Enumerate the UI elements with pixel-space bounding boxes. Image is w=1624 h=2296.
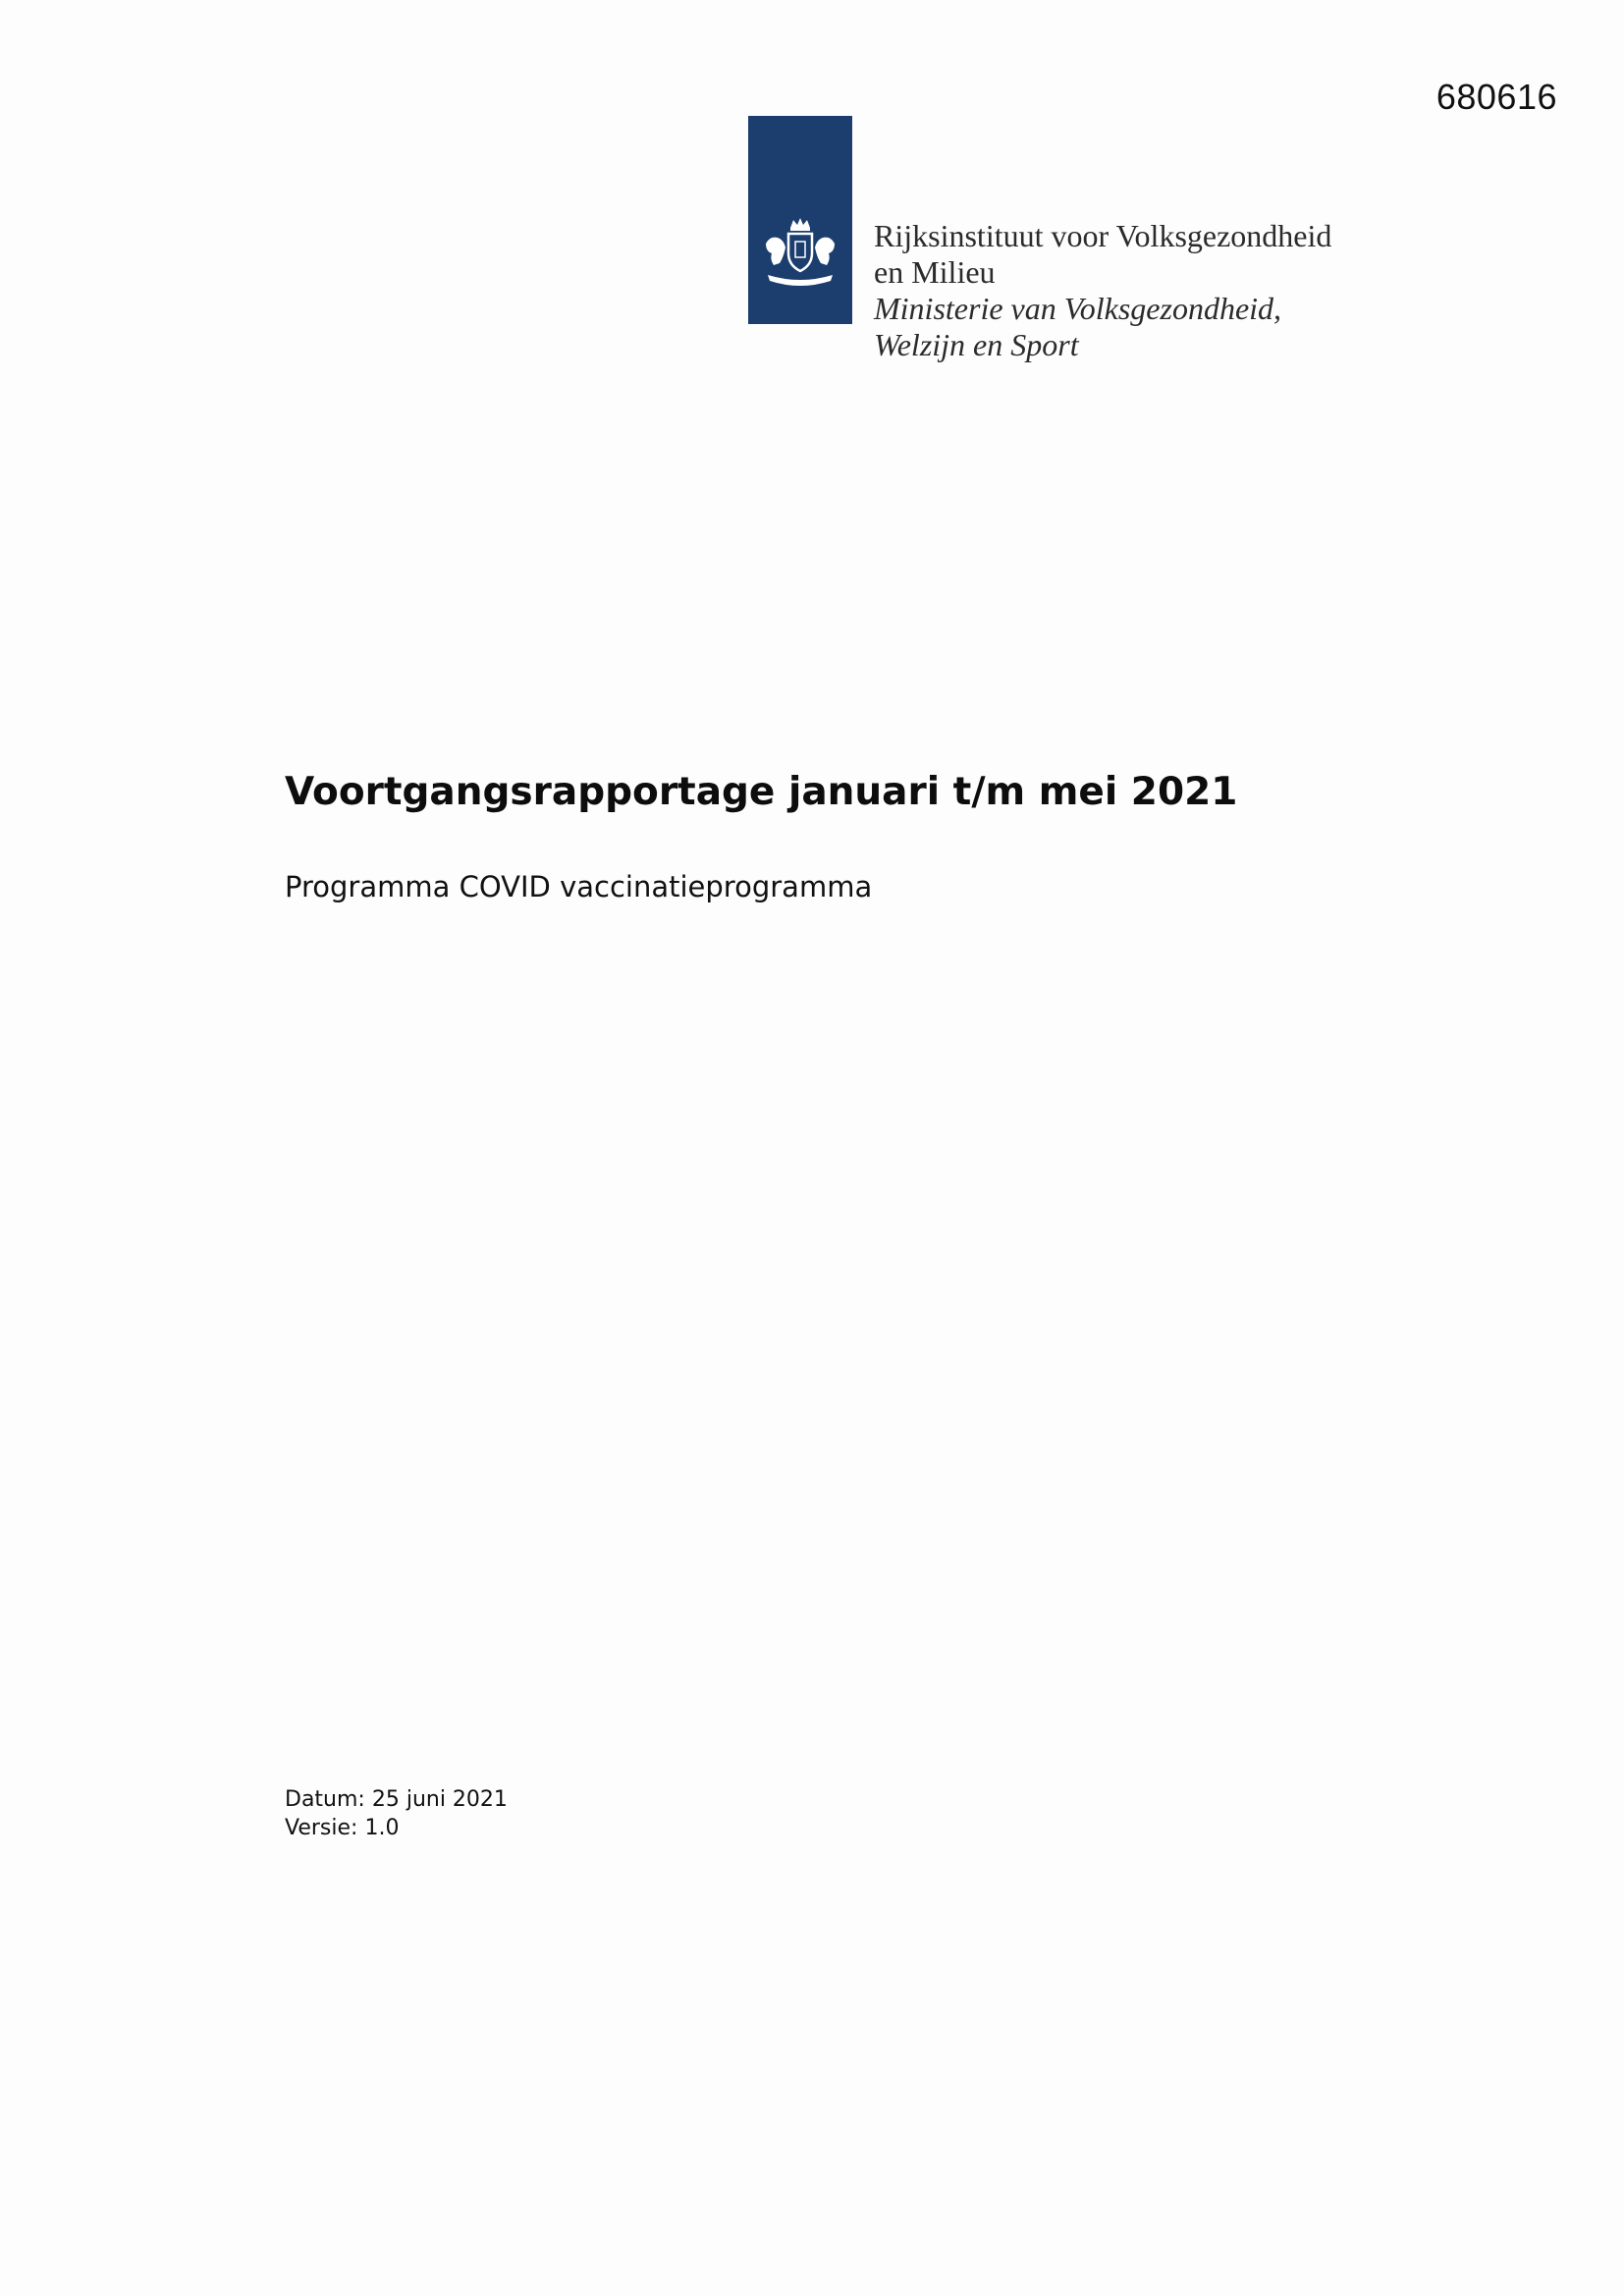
- version-label: Versie:: [285, 1816, 358, 1840]
- version-row: [285, 1814, 508, 1842]
- logo-line-institute: Rijksinstituut voor Volksgezondheid: [874, 218, 1332, 253]
- royal-coat-of-arms-icon: [756, 214, 844, 293]
- document-subtitle: Programma COVID vaccinatieprogramma: [285, 870, 873, 903]
- logo-line-ministry: Ministerie van Volksgezondheid,: [874, 291, 1282, 326]
- date-row: [285, 1785, 508, 1814]
- document-id: 680616: [1435, 77, 1557, 117]
- document-title: Voortgangsrapportage januari t/m mei 2021: [285, 770, 1238, 814]
- logo-text: [874, 218, 1331, 363]
- logo-line-institute-cont: en Milieu: [874, 254, 996, 290]
- date-label: Datum:: [285, 1787, 365, 1812]
- document-meta: [285, 1785, 508, 1842]
- date-value: 25 juni 2021: [371, 1787, 508, 1812]
- logo-bar: [748, 116, 852, 324]
- logo-line-ministry-cont: Welzijn en Sport: [874, 327, 1079, 362]
- version-value: 1.0: [364, 1816, 400, 1840]
